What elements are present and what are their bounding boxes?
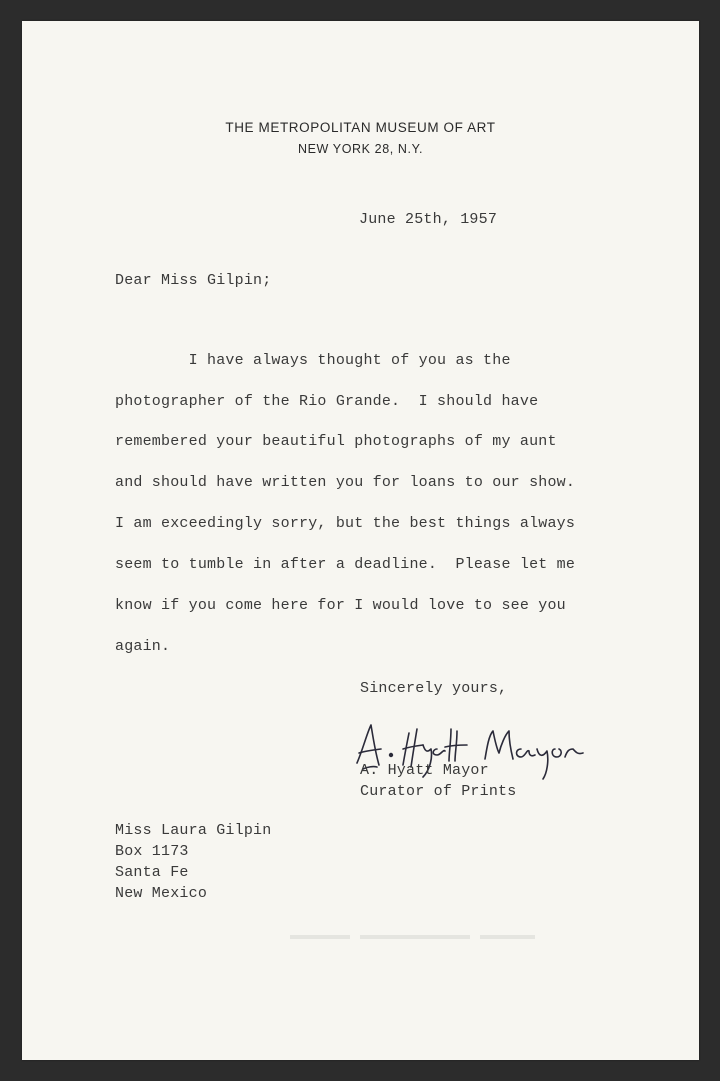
- body-line: I have always thought of you as the: [115, 352, 511, 369]
- signer-name: A. Hyatt Mayor: [360, 762, 489, 779]
- body-line: seem to tumble in after a deadline. Please let me: [115, 556, 576, 573]
- body-line: know if you come here for I would love to see you: [115, 597, 566, 614]
- letter-date: June 25th, 1957: [359, 211, 498, 228]
- body-line: again.: [115, 638, 171, 655]
- recipient-state: New Mexico: [115, 885, 208, 902]
- body-line: remembered your beautiful photographs of my aunt: [115, 433, 557, 450]
- recipient-name: Miss Laura Gilpin: [115, 822, 272, 839]
- body-line: photographer of the Rio Grande. I should have: [115, 393, 539, 410]
- letter-page: [22, 21, 699, 1060]
- body-line: I am exceedingly sorry, but the best things always: [115, 515, 576, 532]
- letterhead-address: NEW YORK 28, N.Y.: [297, 142, 424, 156]
- signer-title: Curator of Prints: [360, 783, 517, 800]
- recipient-city: Santa Fe: [115, 864, 189, 881]
- salutation: Dear Miss Gilpin;: [115, 272, 272, 289]
- closing: Sincerely yours,: [360, 680, 508, 697]
- recipient-box: Box 1173: [115, 843, 189, 860]
- letterhead-org: THE METROPOLITAN MUSEUM OF ART: [225, 120, 496, 135]
- faint-bleed-through: [290, 933, 540, 943]
- body-line: and should have written you for loans to our show.: [115, 474, 576, 491]
